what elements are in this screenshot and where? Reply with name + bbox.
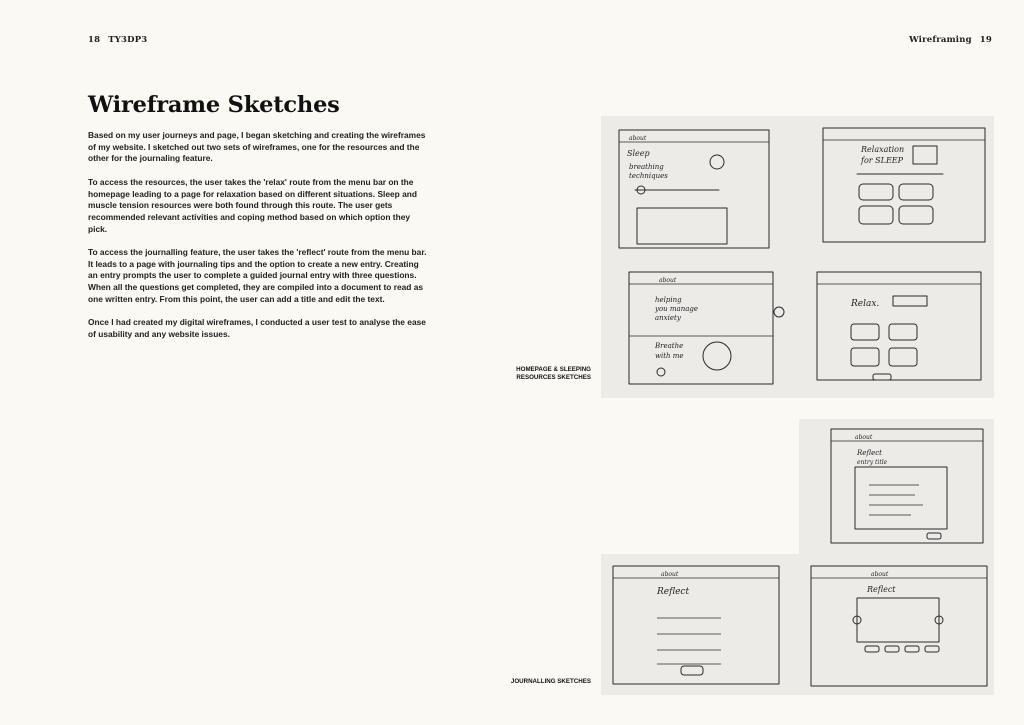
- paragraph: To access the resources, the user takes the 'relax' route from the menu bar on the homepage leading to a page for relaxation based on different situations. Sleep and muscle tension resources were both found through this route. The user gets recommended relevant activities and coping method based on which option they pick.: [88, 176, 418, 234]
- paragraph: Based on my user journeys and page, I began sketching and creating the wireframes of my website. I sketched out two sets of wireframes, one for the resources and the other for the journaling feature.: [88, 130, 426, 164]
- svg-text:you manage: you manage: [655, 305, 699, 313]
- caption-journalling-sketches: JOURNALLING SKETCHES: [510, 678, 591, 685]
- journalling-sketches-photo-lower: [601, 554, 994, 695]
- svg-text:Relax.: Relax.: [851, 299, 880, 309]
- svg-text:Reflect: Reflect: [857, 449, 882, 457]
- paragraph: Once I had created my digital wireframes, I conducted a user test to analyse the ease of usability and any website issues.: [88, 317, 426, 339]
- svg-text:about: about: [629, 135, 647, 142]
- svg-text:about: about: [871, 571, 889, 578]
- page-number-left: 18: [88, 35, 101, 45]
- svg-text:techniques: techniques: [629, 172, 668, 180]
- svg-text:entry title: entry title: [857, 459, 888, 466]
- svg-text:anxiety: anxiety: [655, 314, 681, 322]
- section-title: Wireframing: [909, 35, 972, 45]
- svg-text:about: about: [661, 571, 679, 578]
- page-title: Wireframe Sketches: [88, 92, 340, 118]
- svg-text:Reflect: Reflect: [867, 585, 896, 594]
- body-text: [88, 130, 428, 352]
- svg-text:with me: with me: [655, 352, 684, 360]
- paragraph: To access the journalling feature, the user takes the 'reflect' route from the menu bar. It leads to a page with journaling tips and the option to create a new entry. Creating an entry prompts the user to complete a guided journal entry with three questions. When all the questions get completed, they are compiled into a document to read as one written entry. From this point, the user can add a title and edit the text.: [88, 247, 427, 304]
- page-number-right: 19: [979, 35, 992, 45]
- svg-text:Breathe: Breathe: [655, 342, 684, 350]
- document-code: TY3DP3: [108, 35, 148, 45]
- svg-text:about: about: [855, 434, 873, 441]
- svg-text:Sleep: Sleep: [627, 149, 650, 158]
- svg-text:for SLEEP: for SLEEP: [861, 156, 903, 165]
- caption-resources-sketches: HOMEPAGE & SLEEPING RESOURCES SKETCHES: [516, 366, 591, 382]
- resources-sketches-photo: [601, 116, 994, 398]
- svg-text:Reflect: Reflect: [657, 587, 690, 597]
- svg-text:Relaxation: Relaxation: [861, 145, 905, 154]
- page-header-left: [88, 35, 155, 45]
- page-header-right: [901, 35, 992, 45]
- journalling-sketch-photo-upper: [799, 419, 994, 554]
- svg-text:helping: helping: [655, 296, 682, 304]
- svg-text:breathing: breathing: [629, 163, 664, 171]
- svg-text:about: about: [659, 277, 677, 284]
